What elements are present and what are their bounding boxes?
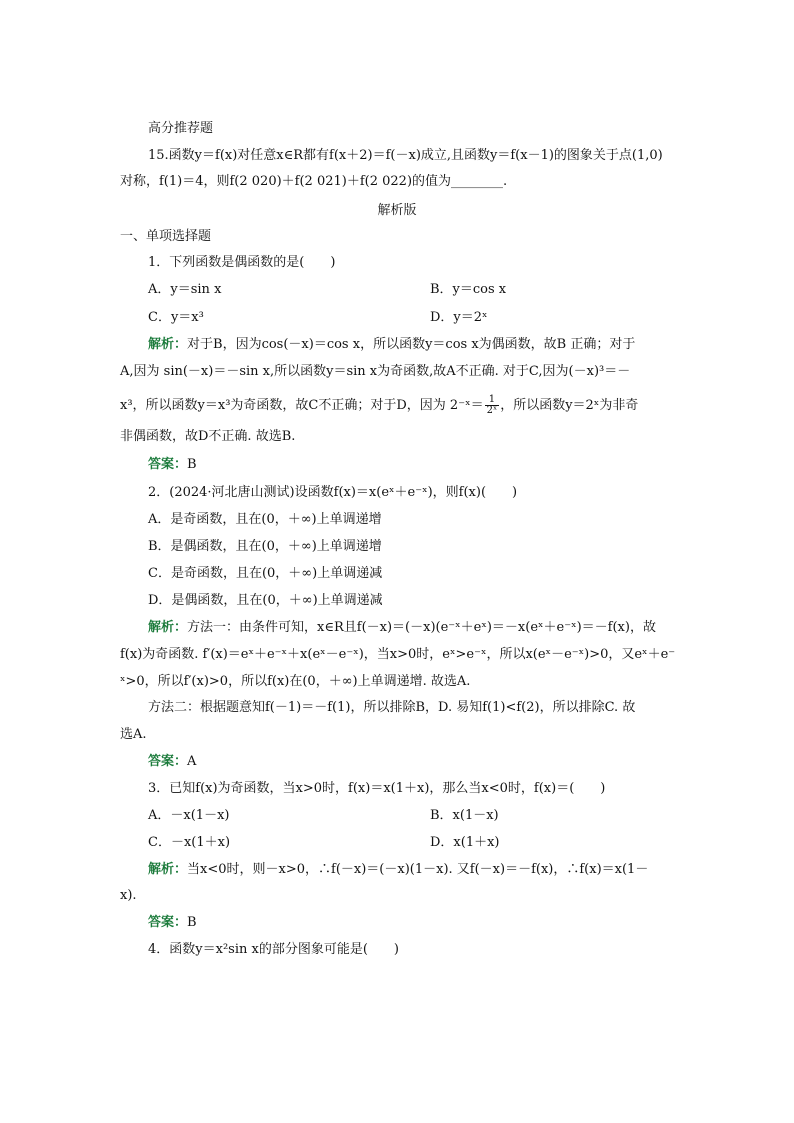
answer-label: 答案： xyxy=(148,915,188,930)
q2-option-b: B．是偶函数，且在(0，＋∞)上单调递增 xyxy=(148,539,382,554)
q2-option-d: D．是偶函数，且在(0，＋∞)上单调递减 xyxy=(148,593,383,608)
q1-analysis-text-3b: ，所以函数y＝2ˣ为非奇 xyxy=(500,398,639,413)
analysis-label: 解析： xyxy=(148,337,188,352)
q2-analysis-line-2: f(x)为奇函数. f′(x)＝eˣ＋e⁻ˣ＋x(eˣ－e⁻ˣ)，当x>0时，eˣ>e⁻ˣ，所以x(eˣ－e⁻ˣ)>0，又eˣ＋e⁻ xyxy=(120,647,676,662)
q15-line-2: 对称，f(1)＝4，则f(2 020)＋f(2 021)＋f(2 022)的值为________. xyxy=(120,174,508,189)
q2-analysis-line-3: ˣ>0，所以f′(x)>0，所以f(x)在(0，＋∞)上单调递增. 故选A. xyxy=(120,674,471,689)
fraction-denominator: 2ˣ xyxy=(486,405,498,416)
q1-answer-value: B xyxy=(187,457,197,472)
q1-option-b: B．y＝cos x xyxy=(430,282,507,297)
q2-option-a: A．是奇函数，且在(0，＋∞)上单调递增 xyxy=(148,512,382,527)
q2-analysis-line-1 xyxy=(148,619,656,637)
answer-label: 答案： xyxy=(148,457,188,472)
q2-answer-value: A xyxy=(187,754,197,769)
q3-option-a: A．－x(1－x) xyxy=(148,808,230,823)
section-title: 高分推荐题 xyxy=(148,121,214,136)
q3-analysis-line-2: x). xyxy=(120,888,137,903)
q1-analysis-text-1: 对于B，因为cos(－x)＝cos x，所以函数y＝cos x为偶函数，故B 正确；对于 xyxy=(187,337,636,352)
fraction-numerator: 1 xyxy=(485,395,500,406)
answer-label: 答案： xyxy=(148,754,188,769)
q3-option-c: C．－x(1＋x) xyxy=(148,835,231,850)
q3-option-d: D．x(1＋x) xyxy=(430,835,500,850)
q1-analysis-line-3 xyxy=(120,392,638,420)
q1-analysis-line-2: A,因为 sin(－x)＝－sin x,所以函数y＝sin x为奇函数,故A不正确. 对于C,因为(－x)³＝－ xyxy=(120,364,631,379)
q3-analysis-text-1: 当x<0时，则－x>0，∴f(－x)＝(－x)(1－x). 又f(－x)＝－f(x)，∴f(x)＝x(1－ xyxy=(187,862,649,877)
analysis-label: 解析： xyxy=(148,862,188,877)
version-title: 解析版 xyxy=(377,203,417,218)
q1-analysis-line-4: 非偶函数，故D不正确. 故选B. xyxy=(120,429,296,444)
q3-stem: 3．已知f(x)为奇函数，当x>0时，f(x)＝x(1＋x)，那么当x<0时，f(x)＝( ) xyxy=(148,781,606,796)
q1-stem: 1．下列函数是偶函数的是( ) xyxy=(148,255,336,270)
part-title: 一、单项选择题 xyxy=(120,229,212,244)
q1-option-d: D．y＝2ˣ xyxy=(430,310,488,325)
q3-answer xyxy=(148,914,197,932)
q1-answer xyxy=(148,456,197,474)
fraction xyxy=(485,395,500,416)
q2-method2-line-1: 方法二：根据题意知f(－1)＝－f(1)，所以排除B，D. 易知f(1)<f(2)，所以排除C. 故 xyxy=(148,700,636,715)
q15-line-1: 15.函数y＝f(x)对任意x∈R都有f(x＋2)＝f(－x)成立,且函数y＝f(x－1)的图象关于点(1,0) xyxy=(148,148,663,163)
q3-option-b: B．x(1－x) xyxy=(430,808,499,823)
q2-method2-line-2: 选A. xyxy=(120,727,147,742)
q2-option-c: C．是奇函数，且在(0，＋∞)上单调递减 xyxy=(148,566,383,581)
q1-option-c: C．y＝x³ xyxy=(148,310,204,325)
analysis-label: 解析： xyxy=(148,620,188,635)
q2-stem: 2．(2024·河北唐山测试)设函数f(x)＝x(eˣ＋e⁻ˣ)，则f(x)( ) xyxy=(148,485,518,500)
q2-answer xyxy=(148,753,196,771)
q1-option-a: A．y＝sin x xyxy=(148,282,222,297)
q3-answer-value: B xyxy=(187,915,197,930)
q3-analysis-line-1 xyxy=(148,861,648,879)
q4-stem: 4．函数y＝x²sin x的部分图象可能是( ) xyxy=(148,942,399,957)
q2-analysis-text-1: 方法一：由条件可知，x∈R且f(－x)＝(－x)(e⁻ˣ＋eˣ)＝－x(eˣ＋e⁻ˣ)＝－f(x)，故 xyxy=(187,620,656,635)
q1-analysis-text-3a: x³，所以函数y＝x³为奇函数，故C不正确；对于D，因为 2⁻ˣ＝ xyxy=(120,398,484,413)
q1-analysis-line-1 xyxy=(148,336,635,354)
